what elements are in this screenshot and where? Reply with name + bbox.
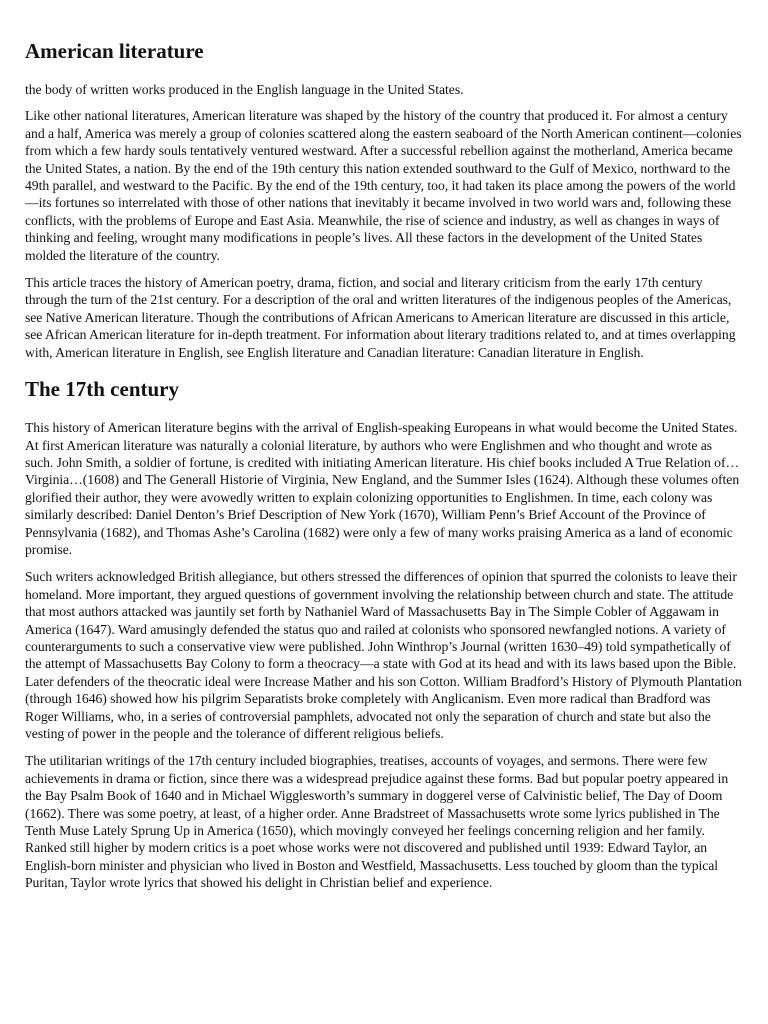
article-subtitle: the body of written works produced in the English language in the United States. [25,82,464,97]
intro-paragraph-2: This article traces the history of American poetry, drama, fiction, and social and literary criticism from the early 17th century through the turn of the 21st century. For a description of the oral and written literatures of the indigenous peoples of the Americas, see Native American literature. Though the contributions of African Americans to American literature are discussed in this article, see African American literature for in-depth treatment. For information about literary traditions related to, and at times overlapping with, American literature in English, see English literature and Canadian literature: Canadian literature in English. [25,275,736,360]
section-heading-17th-century: The 17th century [25,377,179,402]
article-title: American literature [25,39,204,63]
section-paragraph-3: The utilitarian writings of the 17th century included biographies, treatises, accounts of voyages, and sermons. There were few achievements in drama or fiction, since there was a widespread prejudice against these forms. Bad but popular poetry appeared in the Bay Psalm Book of 1640 and in Michael Wigglesworth’s summary in doggerel verse of Calvinistic belief, The Day of Doom (1662). There was some poetry, at least, of a higher order. Anne Bradstreet of Massachusetts wrote some lyrics published in The Tenth Muse Lately Sprung Up in America (1650), which movingly conveyed her feelings concerning religion and her family. Ranked still higher by modern critics is a poet whose works were not discovered and published until 1939: Edward Taylor, an English-born minister and physician who lived in Boston and Westfield, Massachusetts. Less touched by gloom than the typical Puritan, Taylor wrote lyrics that showed his delight in Christian belief and experience. [25,753,729,891]
section-paragraph-2: Such writers acknowledged British allegiance, but others stressed the differences of opinion that spurred the colonists to leave their homeland. More important, they argued questions of government involving the relationship between church and state. The attitude that most authors attacked was jauntily set forth by Nathaniel Ward of Massachusetts Bay in The Simple Cobler of Aggawam in America (1647). Ward amusingly defended the status quo and railed at colonists who sponsored newfangled notions. A variety of counterarguments to such a conservative view were published. John Winthrop’s Journal (written 1630–49) told sympathetically of the attempt of Massachusetts Bay Colony to form a theocracy—a state with God at its head and with its laws based upon the Bible. Later defenders of the theocratic ideal were Increase Mather and his son Cotton. William Bradford’s History of Plymouth Plantation (through 1646) showed how his pilgrim Separatists broke completely with Anglicanism. Even more radical than Bradford was Roger Williams, who, in a series of controversial pamphlets, advocated not only the separation of church and state but also the vesting of power in the people and the tolerance of different religious beliefs. [25,569,742,741]
intro-paragraph-1: Like other national literatures, American literature was shaped by the history of the country that produced it. For almost a century and a half, America was merely a group of colonies scattered along the eastern seaboard of the North American continent—colonies from which a few hardy souls tentatively ventured westward. After a successful rebellion against the motherland, America became the United States, a nation. By the end of the 19th century this nation extended southward to the Gulf of Mexico, northward to the 49th parallel, and westward to the Pacific. By the end of the 19th century, too, it had taken its place among the powers of the world—its fortunes so interrelated with those of other nations that inevitably it became involved in two world wars and, following these conflicts, with the problems of Europe and East Asia. Meanwhile, the rise of science and industry, as well as changes in ways of thinking and feeling, wrought many modifications in people’s lives. All these factors in the development of the United States molded the literature of the country. [25,108,742,263]
section-paragraph-1: This history of American literature begins with the arrival of English-speaking Europeans in what would become the United States. At first American literature was naturally a colonial literature, by authors who were Englishmen and who thought and wrote as such. John Smith, a soldier of fortune, is credited with initiating American literature. His chief books included A True Relation of…Virginia…(1608) and The Generall Historie of Virginia, New England, and the Summer Isles (1624). Although these volumes often glorified their author, they were avowedly written to explain colonizing opportunities to Englishmen. In time, each colony was similarly described: Daniel Denton’s Brief Description of New York (1670), William Penn’s Brief Account of the Province of Pennsylvania (1682), and Thomas Ashe’s Carolina (1682) were only a few of many works praising America as a land of economic promise. [25,420,740,557]
